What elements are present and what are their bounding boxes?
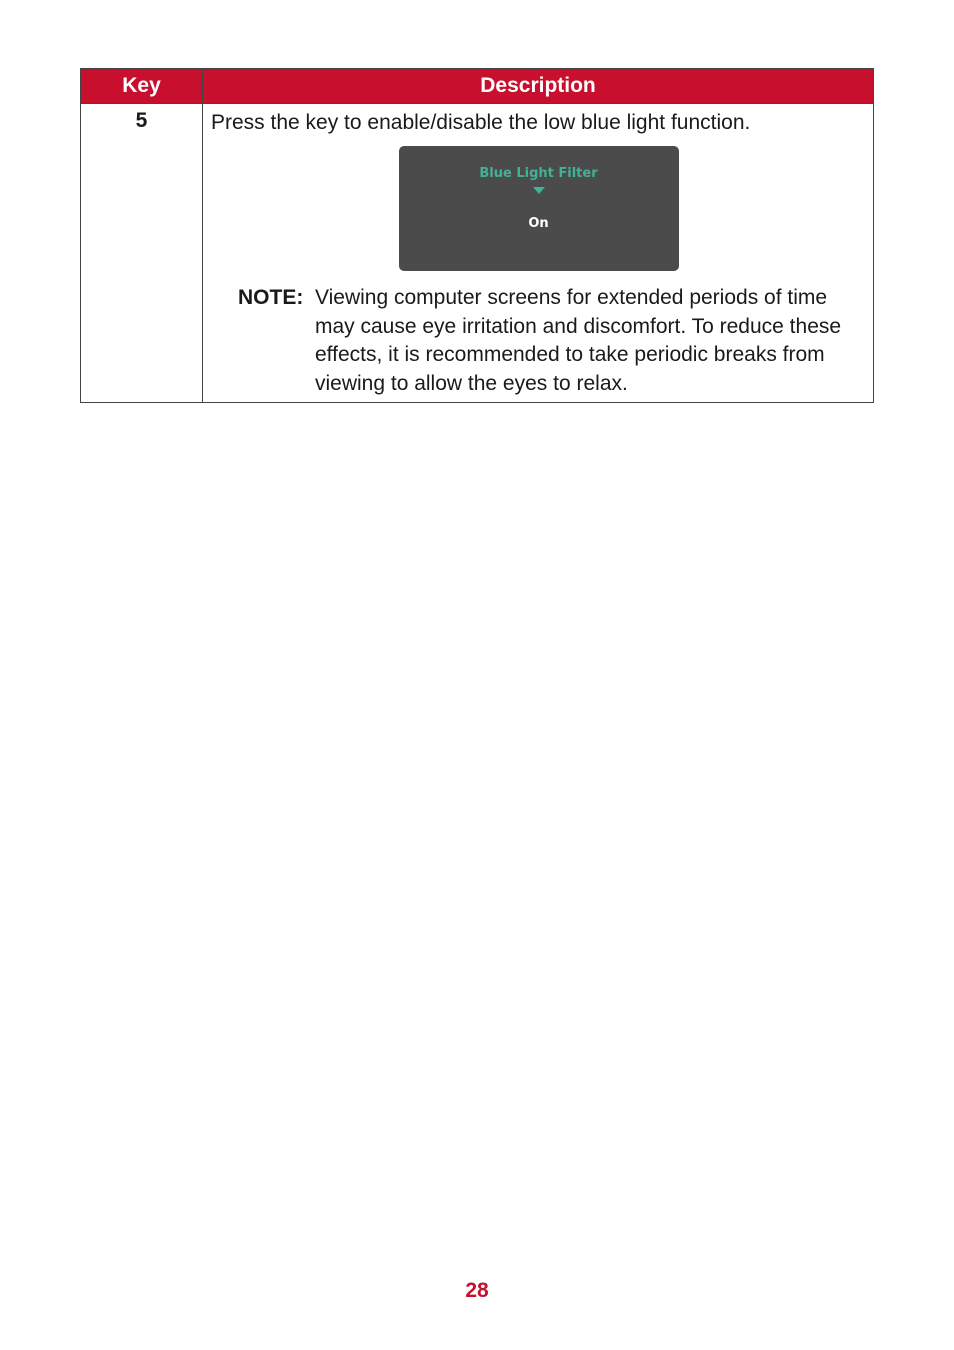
key-description-table: [80, 68, 874, 403]
osd-illustration: [211, 146, 866, 271]
note-text: Viewing computer screens for extended periods of time may cause eye irritation and discomfort. To reduce these effects, it is recommended to take periodic breaks from viewing to allow the eyes to relax.: [315, 286, 842, 395]
note-label: NOTE:: [238, 286, 304, 309]
key-column-header: Key: [81, 69, 203, 104]
osd-panel: [399, 146, 679, 271]
description-text: Press the key to enable/disable the low blue light function.: [211, 111, 751, 134]
table-header-row: [81, 69, 874, 104]
description-cell: [203, 104, 874, 403]
table-row: [81, 104, 874, 403]
triangle-down-icon: [533, 187, 545, 194]
note: [211, 284, 866, 398]
description-column-header: Description: [203, 69, 874, 104]
osd-title: Blue Light Filter: [479, 166, 598, 181]
page-number: 28: [465, 1279, 489, 1302]
key-cell: 5: [81, 104, 203, 403]
osd-value: On: [528, 216, 549, 231]
